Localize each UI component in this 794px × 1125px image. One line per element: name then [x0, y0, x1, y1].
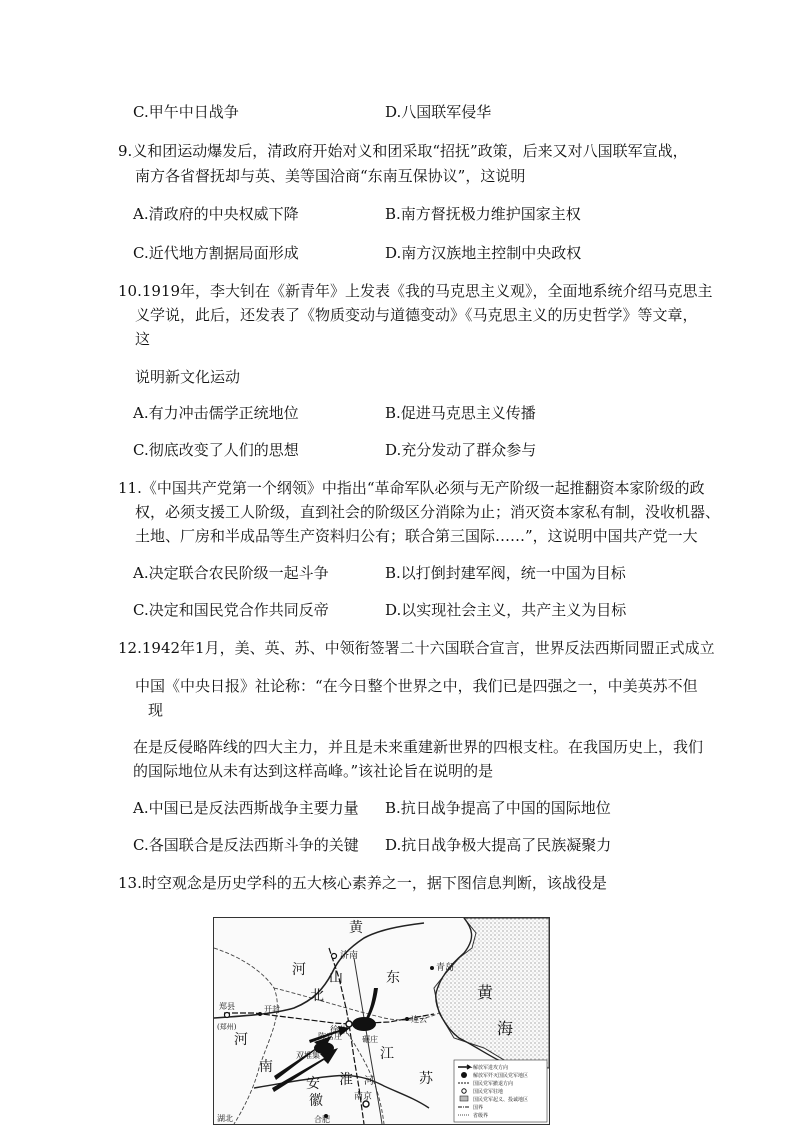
map-label-su: 苏: [419, 1071, 433, 1087]
q10-stem-line2: 义学说，此后，还发表了《物质变动与道德变动》《马克思主义的历史哲学》等文章，: [135, 306, 698, 324]
map-label-zhengzhou-sub: (郑州): [217, 1023, 237, 1031]
map-label-jiang: 江: [380, 1046, 394, 1062]
city-marker-kaifeng: [258, 1012, 262, 1016]
q9-option-b[interactable]: B.南方督抚极力维护国家主权: [385, 205, 581, 223]
q11-option-a[interactable]: A.决定联合农民阶级一起斗争: [133, 564, 329, 582]
q12-option-a[interactable]: A.中国已是反法西斯战争主要力量: [133, 799, 359, 817]
q9-stem-line1: 9.义和团运动爆发后，清政府开始对义和团采取“招抚”政策，后来又对八国联军宣战，: [118, 142, 688, 160]
map-label-hui: 徽: [309, 1093, 323, 1109]
q11-options-row-cd: [133, 600, 733, 620]
legend-item-2: 解放军歼灭国民党军地区: [473, 1073, 529, 1079]
legend-item-6: 国界: [473, 1105, 484, 1111]
q12-stem-line5: 的国际地位从未有达到这样高峰。”该社论旨在说明的是: [133, 762, 494, 780]
q12-stem-line3: 现: [148, 701, 164, 719]
q8-option-d[interactable]: D.八国联军侵华: [385, 103, 492, 121]
map-label-an: 安: [306, 1076, 320, 1092]
map-label-xuzhou: 徐州: [330, 1026, 349, 1036]
map-legend: [454, 1060, 547, 1122]
q11-stem-line2: 权，必须支援工人阶级，直到社会的阶级区分消除为止；消灭资本家私有制，没收机器、: [135, 503, 721, 521]
q9-options-row-ab: [133, 204, 733, 224]
map-label-hubei: 湖北: [217, 1114, 233, 1123]
q8-options-row-cd: [133, 102, 733, 122]
map-label-chenguan: 陈官庄: [318, 1032, 342, 1041]
q11-option-b[interactable]: B.以打倒封建军阀，统一中国为目标: [385, 564, 626, 582]
q10-option-a[interactable]: A.有力冲击儒学正统地位: [133, 404, 299, 422]
q11-option-c[interactable]: C.决定和国民党合作共同反帝: [133, 601, 329, 619]
map-label-shan: 山: [329, 970, 343, 986]
map-label-bei: 北: [310, 988, 324, 1004]
q12-options-row-cd: [133, 835, 733, 855]
map-label-nanjing: 南京: [354, 1092, 373, 1102]
legend-item-1: 解放军进攻方向: [473, 1065, 509, 1071]
map-label-nan: 南: [259, 1059, 273, 1075]
map-label-nianzhuang: 碾庄: [362, 1035, 378, 1044]
q12-options-row-ab: [133, 798, 733, 818]
map-label-huang-sea: 黄: [477, 983, 494, 1002]
city-marker-qingdao: [430, 966, 434, 970]
map-label-he-huai: 河: [364, 1076, 374, 1087]
city-marker-jinan: [332, 954, 337, 959]
q10-option-d[interactable]: D.充分发动了群众参与: [385, 441, 537, 459]
legend-item-3: 国民党军撤退方向: [473, 1081, 514, 1087]
q10-stem-line4: 说明新文化运动: [135, 368, 241, 386]
map-label-huai: 淮: [339, 1072, 353, 1088]
map-label-hai: 海: [497, 1019, 514, 1038]
battle-map-figure: [213, 917, 550, 1125]
map-label-zhengzhou: 郑县: [219, 1002, 235, 1011]
q10-options-row-cd: [133, 440, 733, 460]
q9-stem-line2: 南方各省督抚却与英、美等国洽商“东南互保协议”，这说明: [135, 167, 526, 185]
q10-stem-line1: 10.1919年，李大钊在《新青年》上发表《我的马克思主义观》，全面地系统介绍马克思主: [118, 282, 713, 300]
legend-uprising-icon: [460, 1096, 468, 1101]
city-marker-zhengzhou: [225, 1013, 230, 1018]
q10-option-b[interactable]: B.促进马克思主义传播: [385, 404, 536, 422]
q12-stem-line1: 12.1942年1月，美、英、苏、中领衔签署二十六国联合宣言，世界反法西斯同盟正式成立: [118, 639, 715, 657]
q10-stem-line3: 这: [135, 330, 151, 348]
map-label-shuangduiji: 双堆集: [296, 1051, 320, 1060]
legend-item-7: 省级界: [473, 1113, 489, 1119]
q10-options-row-ab: [133, 403, 733, 423]
q9-option-c[interactable]: C.近代地方割据局面形成: [133, 244, 299, 262]
map-label-dong: 东: [386, 970, 400, 986]
q9-options-row-cd: [133, 243, 733, 263]
map-label-hefei: 合肥: [314, 1115, 330, 1124]
map-label-he-mid: 河: [234, 1032, 248, 1048]
encirclement-nianzhuang[interactable]: [352, 1017, 376, 1031]
q12-stem-line4: 在是反侵略阵线的四大主力，并且是未来重建新世界的四根支柱。在我国历史上，我们: [133, 738, 704, 756]
q11-option-d[interactable]: D.以实现社会主义，共产主义为目标: [385, 601, 627, 619]
map-label-huang-top: 黄: [349, 920, 363, 936]
q12-option-c[interactable]: C.各国联合是反法西斯斗争的关键: [133, 836, 359, 854]
q11-stem-line3: 土地、厂房和半成品等生产资料归公有；联合第三国际……”，这说明中国共产党一大: [135, 527, 698, 545]
map-label-lianyun: 连云: [411, 1015, 427, 1024]
map-label-jinan: 济南: [340, 951, 359, 961]
map-label-kaifeng: 开封: [264, 1005, 280, 1014]
q12-stem-line2: 中国《中央日报》社论称：“在今日整个世界之中，我们已是四强之一，中美英苏不但: [135, 677, 698, 695]
legend-annihilation-icon: [461, 1072, 467, 1078]
legend-item-5: 国民党军起义、投诚地区: [473, 1097, 529, 1103]
q9-option-d[interactable]: D.南方汉族地主控制中央政权: [385, 244, 582, 262]
q12-option-d[interactable]: D.抗日战争极大提高了民族凝聚力: [385, 836, 612, 854]
legend-kmt-garrison-icon: [462, 1089, 466, 1093]
q11-options-row-ab: [133, 563, 733, 583]
q11-stem-line1: 11.《中国共产党第一个纲领》中指出“革命军队必须与无产阶级一起推翻资本家阶级的政: [118, 479, 705, 497]
battle-map-svg: [214, 918, 549, 1124]
q9-option-a[interactable]: A.清政府的中央权威下降: [133, 205, 299, 223]
city-marker-lianyun: [405, 1017, 409, 1021]
q10-option-c[interactable]: C.彻底改变了人们的思想: [133, 441, 299, 459]
q12-option-b[interactable]: B.抗日战争提高了中国的国际地位: [385, 799, 611, 817]
map-label-qingdao: 青岛: [436, 963, 455, 973]
q13-stem-line1: 13.时空观念是历史学科的五大核心素养之一，据下图信息判断，该战役是: [118, 874, 607, 892]
map-label-he-left: 河: [292, 962, 306, 978]
legend-item-4: 国民党军驻地: [473, 1089, 504, 1095]
q8-option-c[interactable]: C.甲午中日战争: [133, 103, 239, 121]
